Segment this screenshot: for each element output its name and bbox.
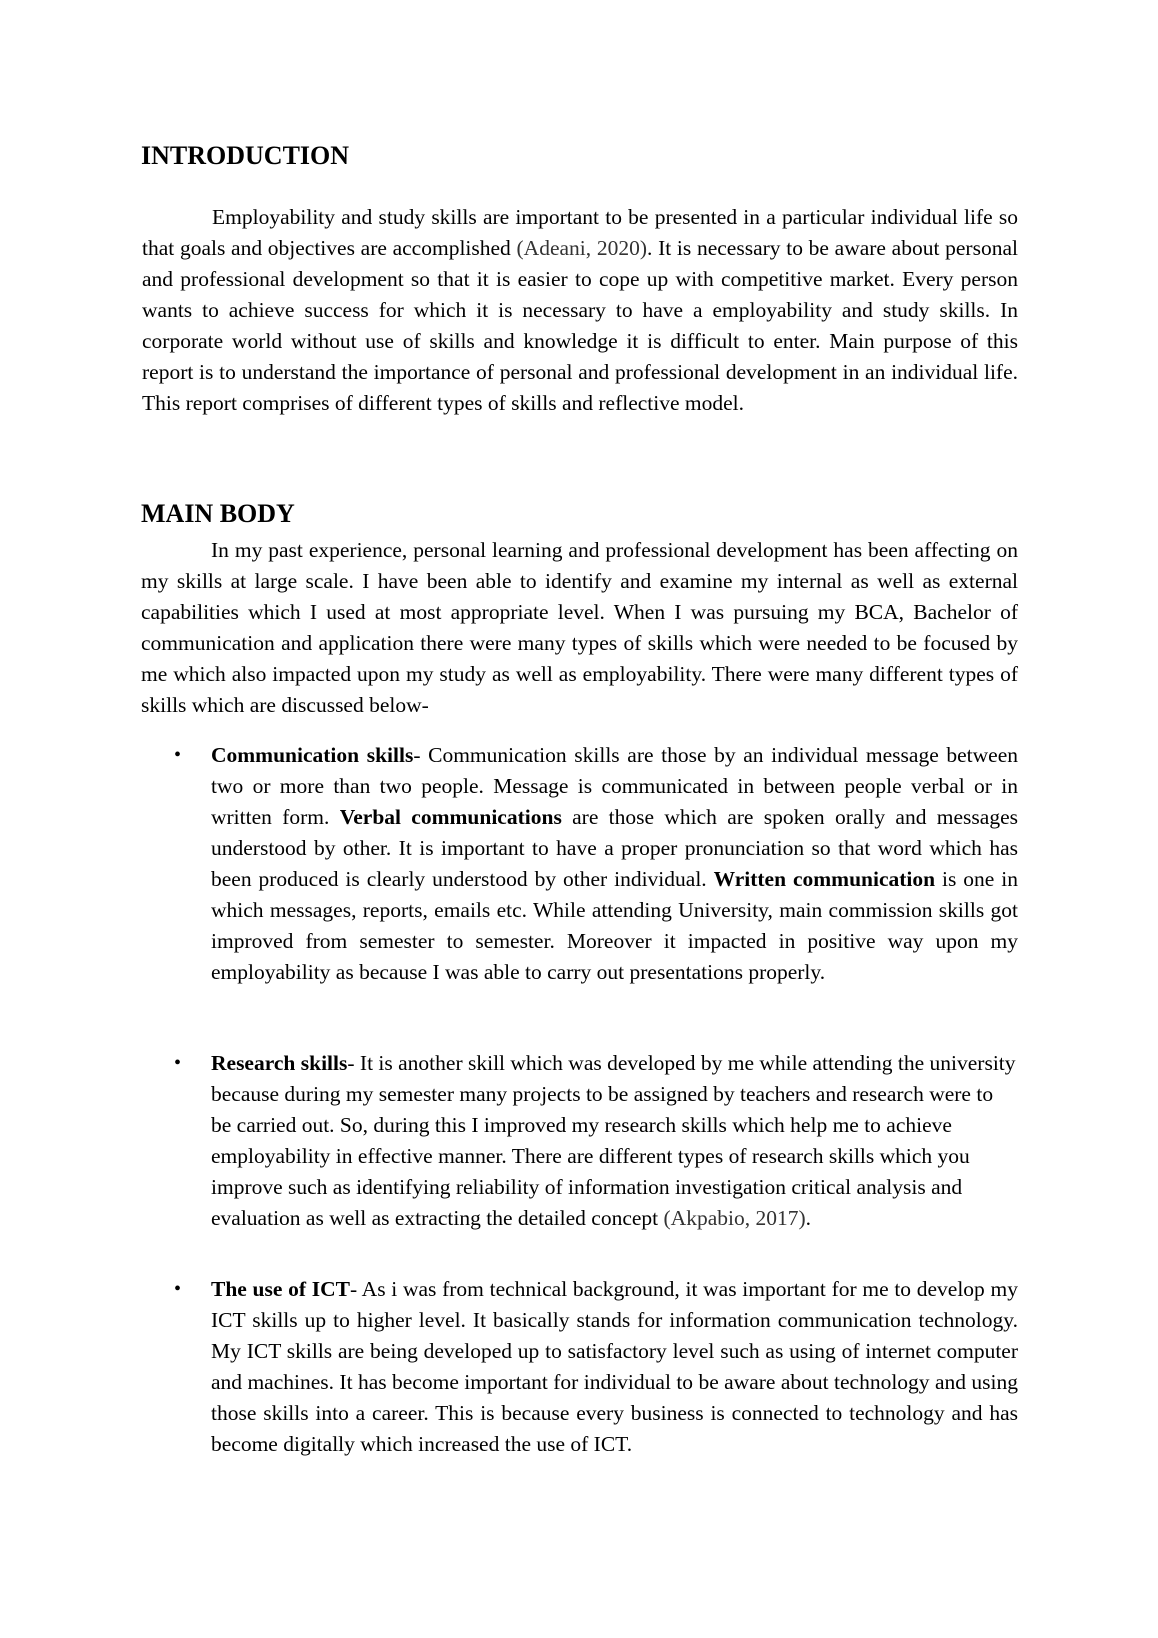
communication-text-part-1: - Communication skills are those by an individual message between two or more than two people. Message is communicated in between people verbal or in written form. <box>211 743 1018 829</box>
introduction-heading: INTRODUCTION <box>141 141 350 170</box>
bullet-icon: • <box>174 744 182 766</box>
use-of-ict-term: The use of ICT <box>211 1277 350 1301</box>
main-body-paragraph: In my past experience, personal learning and professional development has been affecting on my skills at large scale. I have been able to identify and examine my internal as well as external capabilities which I used at most appropriate level. When I was pursuing my BCA, Bachelor of communication and application there were many types of skills which were needed to be focused by me which also impacted upon my study as well as employability. There were many different types of skills which are discussed below- <box>141 538 1018 717</box>
research-citation: (Akpabio, 2017) <box>663 1206 806 1230</box>
bullet-communication-skills <box>174 740 1018 988</box>
introduction-text-part-2: . It is necessary to be aware about personal and professional development so that it is easier to cope up with competitive market. Every person wants to achieve success for which it is necessary to have a employability and study skills. In corporate world without use of skills and knowledge it is difficult to enter. Main purpose of this report is to understand the importance of personal and professional development in an individual life. This report comprises of different types of skills and reflective model. <box>142 236 1018 415</box>
main-body-heading: MAIN BODY <box>141 499 295 528</box>
communication-text-part-3: is one in which messages, reports, emails etc. While attending University, main commission skills got improved from semester to semester. Moreover it impacted in positive way upon my employability as because I was able to carry out presentations properly. <box>211 867 1018 984</box>
bullet-icon: • <box>174 1052 182 1074</box>
introduction-paragraph <box>142 202 1018 419</box>
bullet-use-of-ict <box>174 1274 1018 1460</box>
bullet-icon: • <box>174 1278 182 1300</box>
introduction-text-part-1: Employability and study skills are important to be presented in a particular individual life so that goals and objectives are accomplished <box>142 205 1018 260</box>
ict-text: - As i was from technical background, it was important for me to develop my ICT skills up to higher level. It basically stands for information communication technology. My ICT skills are being developed up to satisfactory level such as using of internet computer and machines. It has become important for individual to be aware about technology and using those skills into a career. This is because every business is connected to technology and has become digitally which increased the use of ICT. <box>211 1277 1018 1456</box>
research-skills-term: Research skills <box>211 1051 348 1075</box>
verbal-communications-term: Verbal communications <box>339 805 562 829</box>
communication-text-part-2: are those which are spoken orally and messages understood by other. It is important to have a proper pronunciation so that word which has been produced is clearly understood by other individual. <box>211 805 1018 891</box>
research-text-end: . <box>805 1206 812 1230</box>
communication-skills-term: Communication skills <box>211 743 414 767</box>
written-communication-term: Written communication <box>713 867 936 891</box>
bullet-research-skills <box>174 1048 1018 1234</box>
introduction-citation: (Adeani, 2020) <box>516 236 647 260</box>
research-text: - It is another skill which was developed by me while attending the university because during my semester many projects to be assigned by teachers and research were to be carried out. So, during this I improved my research skills which help me to achieve employability in effective manner. There are different types of research skills which you improve such as identifying reliability of information investigation critical analysis and evaluation as well as extracting the detailed concept <box>211 1051 1016 1230</box>
